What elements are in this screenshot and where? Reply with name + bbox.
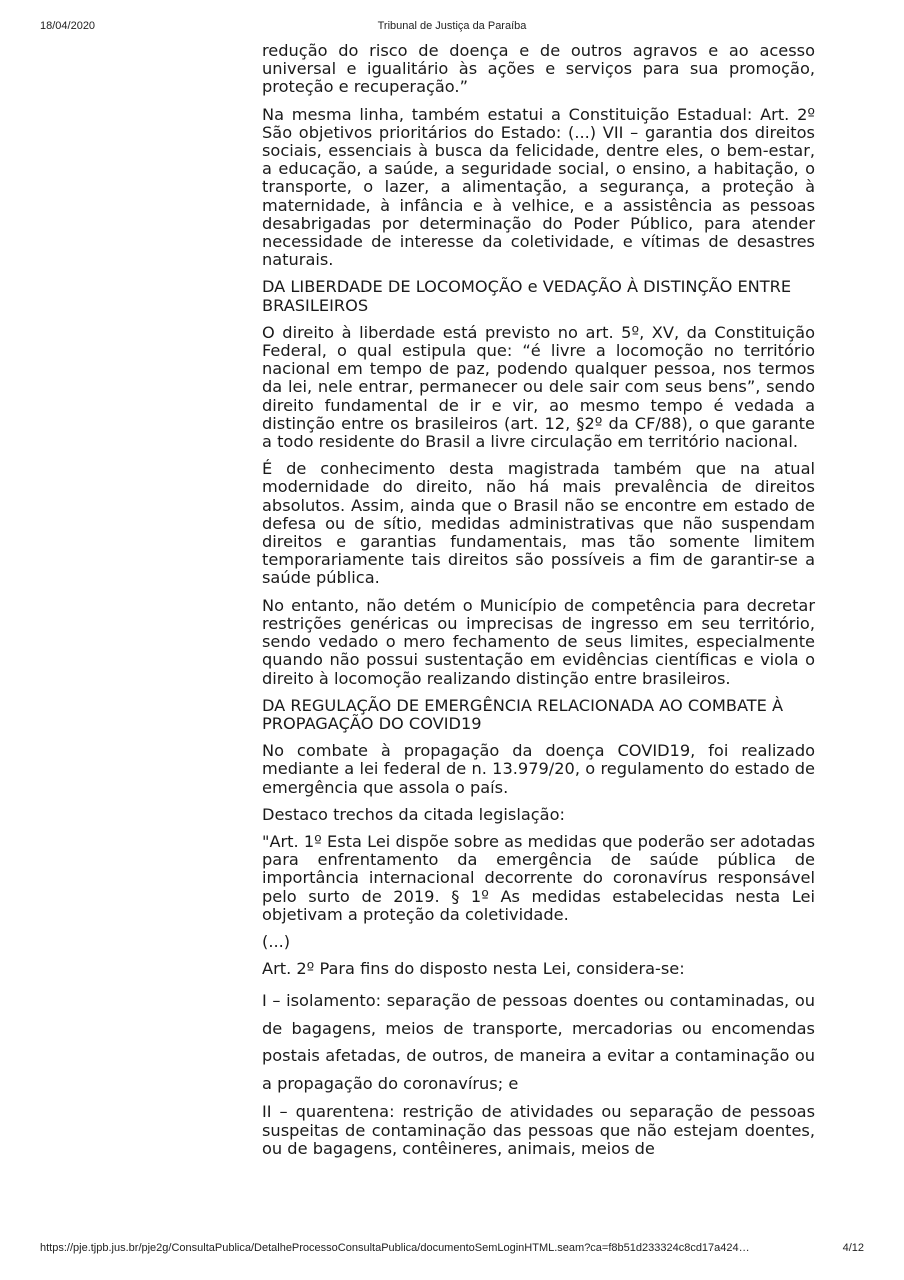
paragraph-combate: No combate à propagação da doença COVID19, foi realizado mediante a lei federal de n. 13.979/20, o regulamento do estado de emergência que assola o país. [262,741,815,797]
document-body [262,42,815,1167]
print-page-title: Tribunal de Justiça da Paraíba [377,20,527,32]
paragraph-isolamento: I – isolamento: separação de pessoas doentes ou contaminadas, ou de bagagens, meios de transporte, mercadorias ou encomendas postais afetadas, de outros, de maneira a evitar a contaminação ou a propagação do coronavírus; e [262,991,815,1093]
section-heading-regulacao: DA REGULAÇÃO DE EMERGÊNCIA RELACIONADA AO COMBATE À PROPAGAÇÃO DO COVID19 [262,695,784,733]
paragraph-municipio: No entanto, não detém o Município de competência para decretar restrições genéricas ou imprecisas de ingresso em seu território, sendo vedado o mero fechamento de seus limites, especialmente quando não possui sustentação em evidências científicas e viola o direito à locomoção realizando distinção entre brasileiros. [262,595,815,688]
print-url: https://pje.tjpb.jus.br/pje2g/ConsultaPublica/DetalheProcessoConsultaPublica/documentoSemLoginHTML.seam?ca=f8b51d233324c8cd17a424… [40,1242,750,1254]
print-footer [0,1242,904,1258]
paragraph-quarentena: II – quarentena: restrição de atividades ou separação de pessoas suspeitas de contaminação das pessoas que não estejam doentes, ou de bagagens, contêineres, animais, meios de [262,1102,815,1158]
section-heading-liberdade: DA LIBERDADE DE LOCOMOÇÃO e VEDAÇÃO À DISTINÇÃO ENTRE BRASILEIROS [262,277,792,315]
paragraph-continuation: redução do risco de doença e de outros agravos e ao acesso universal e igualitário às ações e serviços para sua promoção, proteção e recuperação.” [262,41,815,97]
paragraph-art1: "Art. 1º Esta Lei dispõe sobre as medidas que poderão ser adotadas para enfrentamento da emergência de saúde pública de importância internacional decorrente do coronavírus responsável pelo surto de 2019. § 1º As medidas estabelecidas nesta Lei objetivam a proteção da coletividade. [262,831,815,924]
paragraph-state-constitution: Na mesma linha, também estatui a Constituição Estadual: Art. 2º São objetivos prioritários do Estado: (...) VII – garantia dos direitos sociais, essenciais à busca da felicidade, dentre eles, o bem-estar, a educação, a saúde, a seguridade social, o ensino, a habitação, o transporte, o lazer, a alimentação, a segurança, a proteção à maternidade, à infância e à velhice, e a assistência as pessoas desabrigadas por determinação do Poder Público, para atender necessidade de interesse da coletividade, e vítimas de desastres naturais. [262,104,815,270]
paragraph-direito-liberdade: O direito à liberdade está previsto no art. 5º, XV, da Constituição Federal, o qual estipula que: “é livre a locomoção no território nacional em tempo de paz, podendo qualquer pessoa, nos termos da lei, nele entrar, permanecer ou dele sair com seus bens”, sendo direito fundamental de ir e vir, ao mesmo tempo é vedada a distinção entre os brasileiros (art. 12, §2º da CF/88), o que garante a todo residente do Brasil a livre circulação em território nacional. [262,322,815,452]
print-date: 18/04/2020 [40,20,96,32]
page-number: 4/12 [842,1242,864,1254]
paragraph-art2: Art. 2º Para fins do disposto nesta Lei, considera-se: [262,959,685,979]
paragraph-destaco: Destaco trechos da citada legislação: [262,804,565,824]
paragraph-ellipsis: (...) [262,931,291,951]
print-header [0,20,904,36]
paragraph-modernidade: É de conhecimento desta magistrada também que na atual modernidade do direito, não há mais prevalência de direitos absolutos. Assim, ainda que o Brasil não se encontre em estado de defesa ou de sítio, medidas administrativas que não suspendam direitos e garantias fundamentais, mas tão somente limitem temporariamente tais direitos são possíveis a fim de garantir-se a saúde pública. [262,459,815,588]
